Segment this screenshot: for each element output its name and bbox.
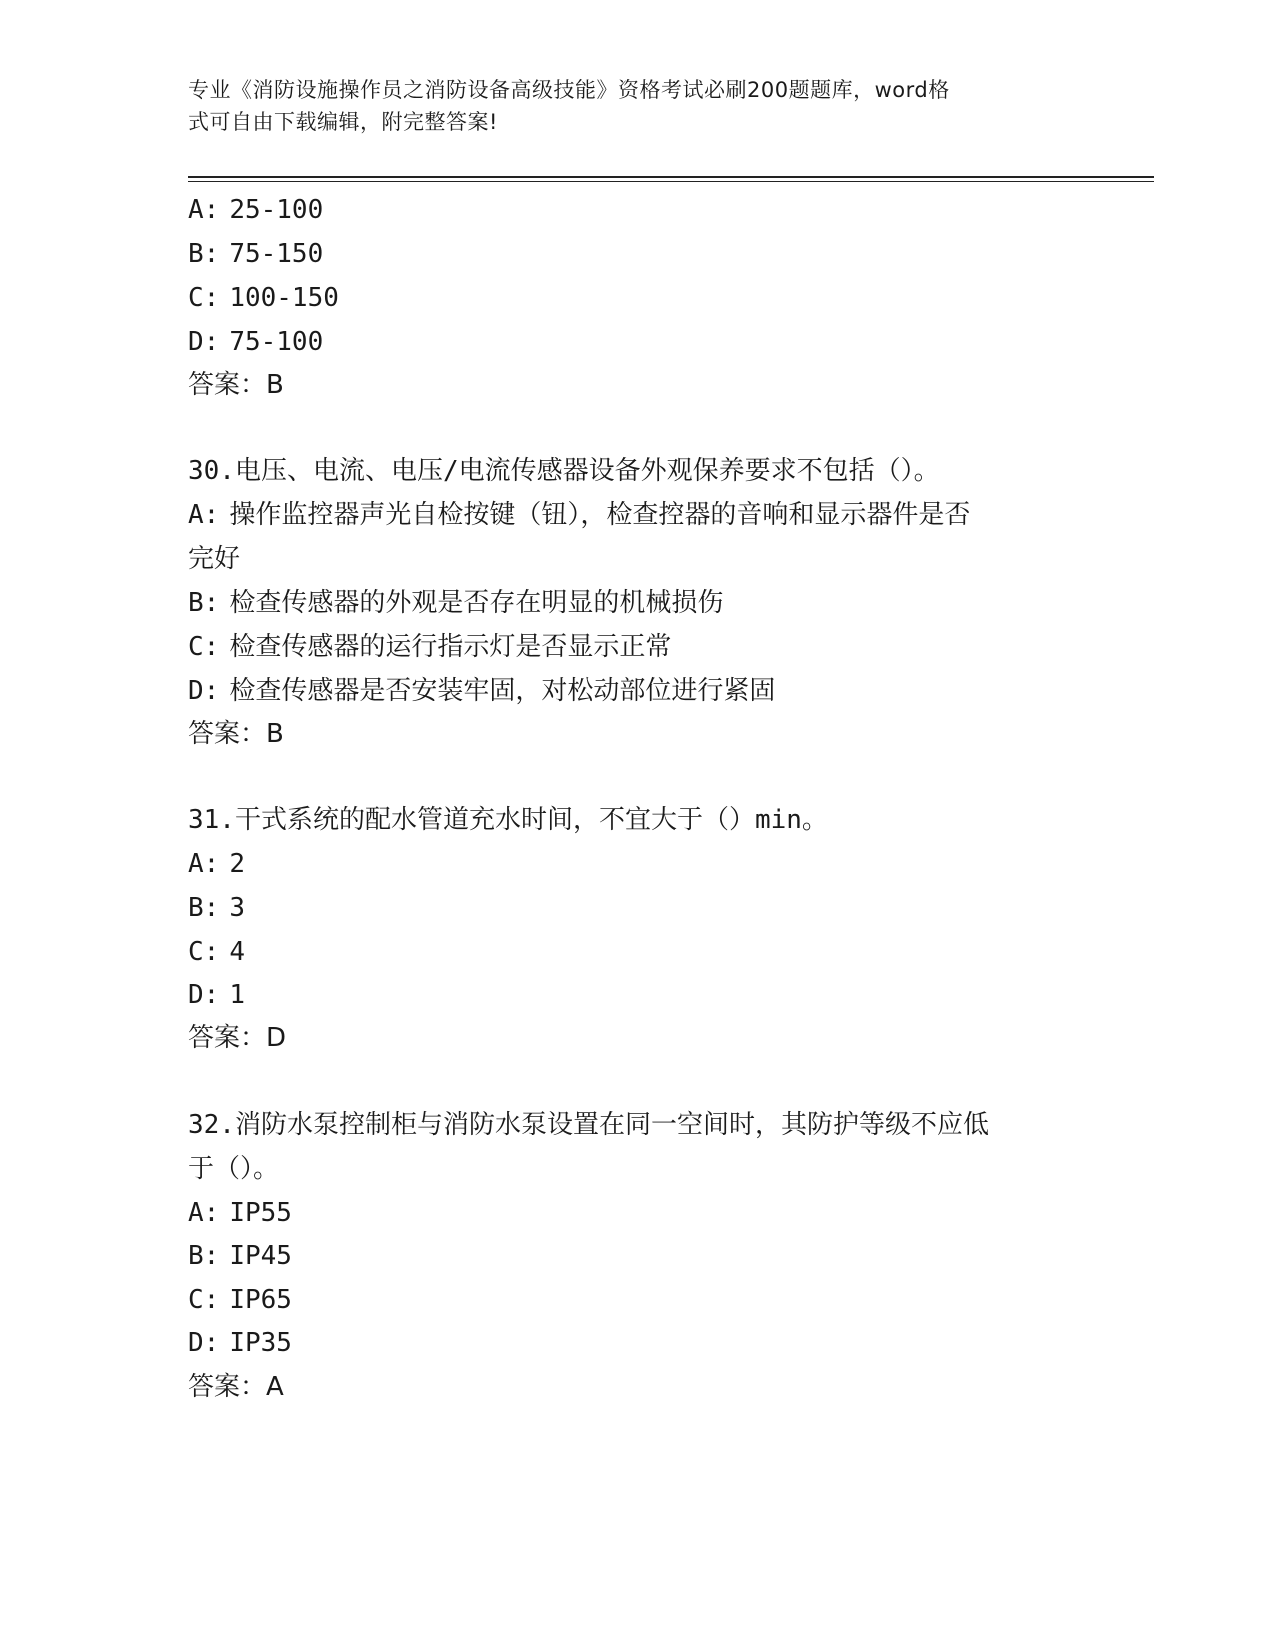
header-line-1: 专业《消防设施操作员之消防设备高级技能》资格考试必刷200题题库，word格 bbox=[188, 78, 950, 102]
q32-question: 32.消防水泵控制柜与消防水泵设置在同一空间时，其防护等级不应低 bbox=[188, 1110, 989, 1140]
q32-answer: 答案：A bbox=[188, 1372, 284, 1402]
q30-question: 30.电压、电流、电压/电流传感器设备外观保养要求不包括（）。 bbox=[188, 456, 940, 486]
q29-option-c: C: 100-150 bbox=[188, 283, 339, 313]
q31-question: 31.干式系统的配水管道充水时间，不宜大于（）min。 bbox=[188, 805, 828, 835]
q32-option-d: D: IP35 bbox=[188, 1328, 292, 1358]
q29-option-d: D: 75-100 bbox=[188, 327, 324, 357]
q29-option-b: B: 75-150 bbox=[188, 239, 324, 269]
q31-option-d: D: 1 bbox=[188, 980, 245, 1010]
q32-question-continued: 于（）。 bbox=[188, 1154, 280, 1184]
q31-option-a: A: 2 bbox=[188, 849, 245, 879]
q30-option-d: D: 检查传感器是否安装牢固，对松动部位进行紧固 bbox=[188, 676, 776, 706]
q32-option-c: C: IP65 bbox=[188, 1285, 292, 1315]
q29-option-a: A: 25-100 bbox=[188, 195, 324, 225]
document-header bbox=[188, 74, 1068, 138]
q31-option-c: C: 4 bbox=[188, 937, 245, 967]
q30-option-b: B: 检查传感器的外观是否存在明显的机械损伤 bbox=[188, 588, 724, 618]
q31-option-b: B: 3 bbox=[188, 893, 245, 923]
q32-option-a: A: IP55 bbox=[188, 1198, 292, 1228]
header-divider-thick bbox=[188, 176, 1154, 178]
header-line-2: 式可自由下载编辑，附完整答案! bbox=[188, 110, 498, 134]
q30-option-a-continued: 完好 bbox=[188, 544, 241, 574]
q32-option-b: B: IP45 bbox=[188, 1241, 292, 1271]
q30-option-c: C: 检查传感器的运行指示灯是否显示正常 bbox=[188, 632, 672, 662]
q29-answer: 答案：B bbox=[188, 370, 284, 400]
header-divider-thin bbox=[188, 181, 1154, 182]
q30-option-a: A: 操作监控器声光自检按键（钮），检查控器的音响和显示器件是否 bbox=[188, 500, 971, 530]
q30-answer: 答案：B bbox=[188, 719, 284, 749]
q31-answer: 答案：D bbox=[188, 1023, 287, 1053]
